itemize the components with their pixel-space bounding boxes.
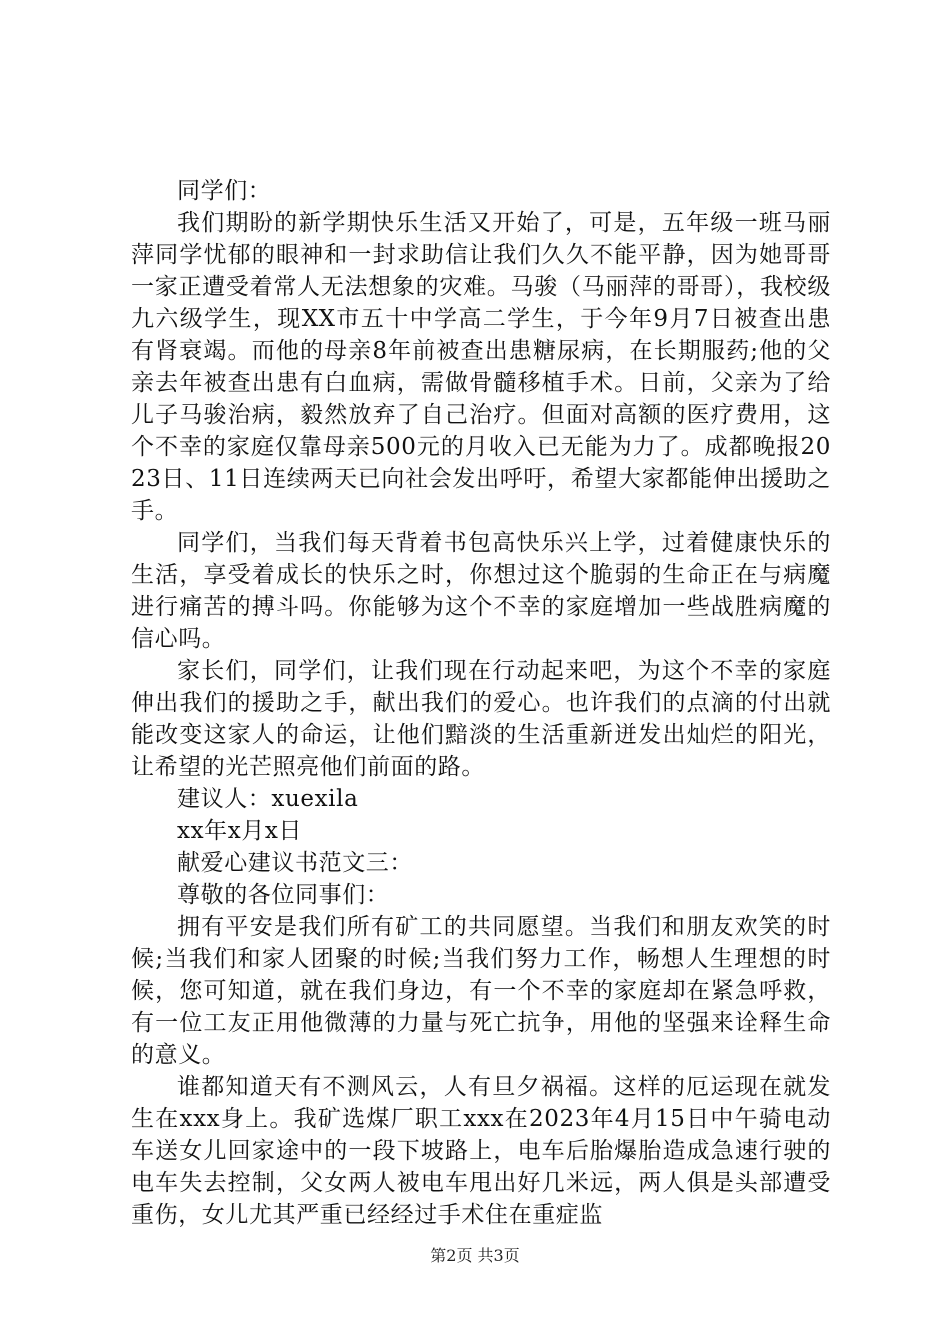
paragraph-salutation: 尊敬的各位同事们： [177, 882, 390, 908]
paragraph-call-to-action: 家长们，同学们，让我们现在行动起来吧，为这个不幸的家庭伸出我们的援助之手，献出我们的爱心。也许我们的点滴的付出就能改变这家人的命运，让他们黯淡的生活重新迸发出灿烂的阳光，让希望的光芒照亮他们前面的路。 [131, 658, 831, 780]
paragraph-appeal-students: 同学们，当我们每天背着书包高快乐兴上学，过着健康快乐的生活，享受着成长的快乐之时，你想过这个脆弱的生命正在与病魔进行痛苦的搏斗吗。你能够为这个不幸的家庭增加一些战胜病魔的信心吗。 [131, 530, 831, 652]
page-number-footer: 第2页 共3页 [430, 1246, 520, 1265]
paragraph-greeting: 同学们： [177, 178, 272, 204]
paragraph-proposer: 建议人：xuexila [177, 786, 359, 812]
paragraph-date: xx年x月x日 [177, 818, 303, 844]
paragraph-accident: 谁都知道天有不测风云，人有旦夕祸福。这样的厄运现在就发生在xxx身上。我矿选煤厂职工xxx在2023年4月15日中午骑电动车送女儿回家途中的一段下坡路上，电车后胎爆胎造成急速行驶的电车失去控制，父女两人被电车甩出好几米远，两人俱是头部遭受重伤，女儿尤其严重已经经过手术住在重症监 [131, 1074, 831, 1228]
paragraph-situation: 我们期盼的新学期快乐生活又开始了，可是，五年级一班马丽萍同学忧郁的眼神和一封求助信让我们久久不能平静，因为她哥哥一家正遭受着常人无法想象的灾难。马骏（马丽萍的哥哥），我校级九六级学生，现XX市五十中学高二学生，于今年9月7日被查出患有肾衰竭。而他的母亲8年前被查出患糖尿病，在长期服药;他的父亲去年被查出患有白血病，需做骨髓移植手术。日前，父亲为了给儿子马骏治病，毅然放弃了自己治疗。但面对高额的医疗费用，这个不幸的家庭仅靠母亲500元的月收入已无能为力了。成都晚报2023日、11日连续两天已向社会发出呼吁，希望大家都能伸出援助之手。 [131, 210, 831, 524]
paragraph-safety: 拥有平安是我们所有矿工的共同愿望。当我们和朋友欢笑的时候;当我们和家人团聚的时候;当我们努力工作，畅想人生理想的时候，您可知道，就在我们身边，有一个不幸的家庭却在紧急呼救，有一位工友正用他微薄的力量与死亡抗争，用他的坚强来诠释生命的意义。 [131, 914, 831, 1068]
document-body [131, 175, 831, 1231]
paragraph-section-title: 献爱心建议书范文三： [177, 850, 413, 876]
